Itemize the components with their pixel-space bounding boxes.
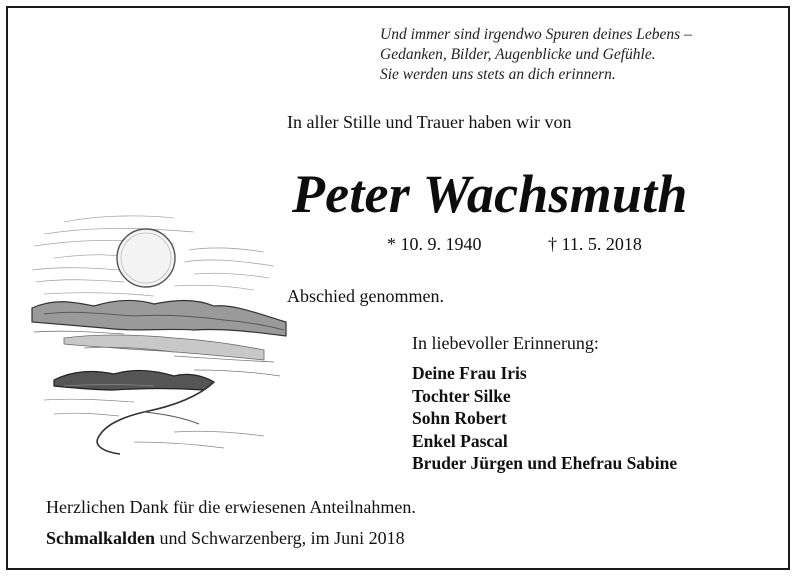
mourner-item: Tochter Silke — [412, 385, 511, 406]
mourners-list — [412, 362, 677, 475]
poem-line-1: Und immer sind irgendwo Spuren deines Lebens – — [380, 26, 692, 43]
deceased-name: Peter Wachsmuth — [292, 164, 688, 224]
mourner-item: Sohn Robert — [412, 408, 507, 428]
mourner-item: Bruder Jürgen und Ehefrau Sabine — [412, 453, 678, 473]
thanks-text: Herzlichen Dank für die erwiesenen Anteilnahmen. — [46, 497, 416, 517]
place-date-line — [46, 528, 405, 549]
moon-over-mountains-sketch-icon — [24, 210, 290, 460]
poem-line-3: Sie werden uns stets an dich erinnern. — [380, 66, 616, 83]
place-primary: Schmalkalden — [46, 528, 156, 548]
birth-date: * 10. 9. 1940 — [387, 234, 482, 254]
place-rest: und Schwarzenberg, im Juni 2018 — [155, 528, 405, 548]
poem — [380, 25, 692, 85]
death-date: † 11. 5. 2018 — [548, 234, 642, 254]
farewell-text: Abschied genommen. — [287, 286, 444, 306]
poem-line-2: Gedanken, Bilder, Augenblicke und Gefühle. — [380, 46, 656, 63]
mourner-item: Deine Frau Iris — [412, 363, 527, 383]
intro-text: In aller Stille und Trauer haben wir von — [287, 112, 572, 132]
memory-heading: In liebevoller Erinnerung: — [412, 333, 599, 353]
mourner-item: Enkel Pascal — [412, 430, 508, 451]
